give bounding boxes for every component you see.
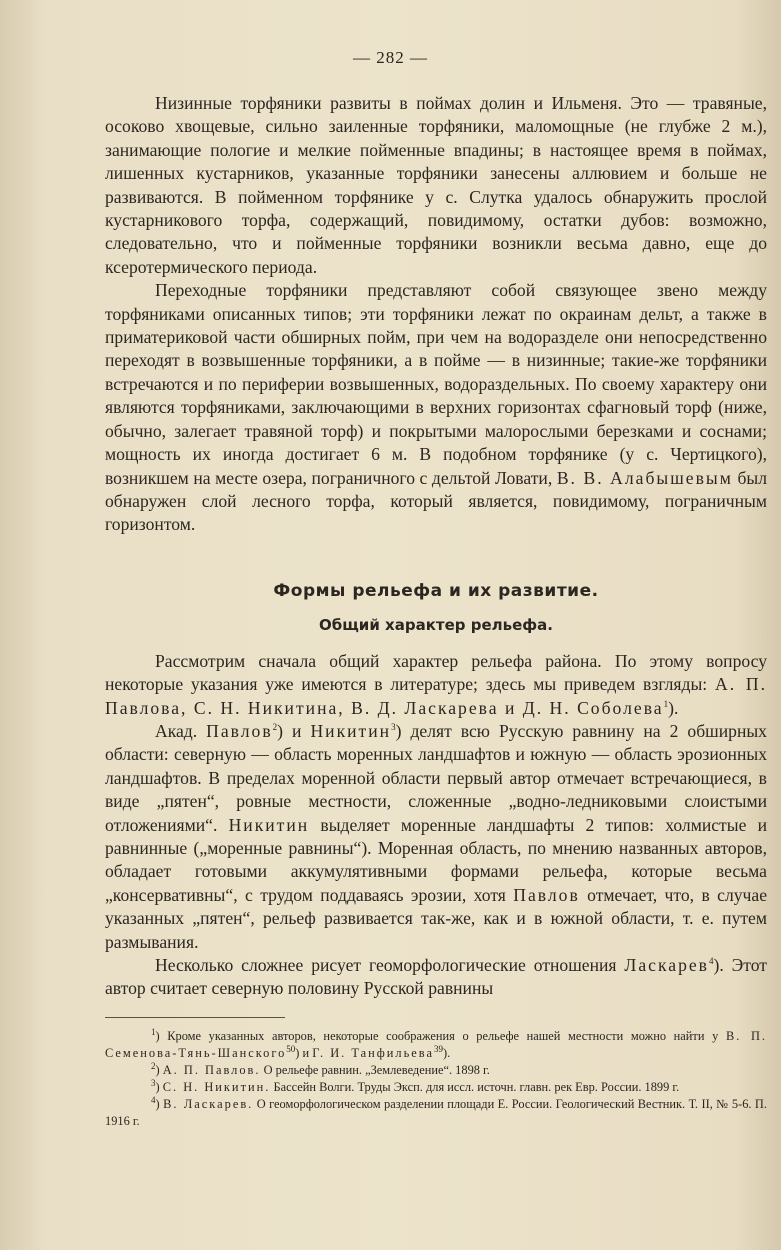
subsection-heading: Общий характер рельефа. — [319, 615, 553, 634]
footnote-ref: 4 — [708, 956, 714, 967]
paragraph-intro: Рассмотрим сначала общий характер рельефа района. По этому вопросу некоторые указания уже имеются в литературе; здесь мы приведем взгляды: А. П. Павлова, С. Н. Никитина, В. Д. Ласкарева и Д. Н. Соболева$^1$). — [105, 650, 768, 718]
paragraph-laskarev: Несколько сложнее рисует геоморфологические отношения Ласкарев$^4$). Этот автор считает северную половину Русской равнины — [105, 955, 767, 999]
footnote-3: $^3$) С. Н. Никитин. Бассейн Волги. Труды Эксп. для иссл. источн. главн. рек Евр. России. 1899 г. — [151, 1077, 680, 1094]
author-name: Павлов — [513, 884, 580, 905]
page-text — [105, 92, 767, 1130]
paragraph-transitional-peat: Переходные торфяники представляют собой связующее звено между торфяниками описанных типов; эти торфяники лежат по окраинам дельт, а также в приматериковой части обширных пойм, при чем на водоразделе они непосредственно переходят в возвышенные торфяники, а в пойме — в низинные; такие-же торфяники встречаются и по периферии возвышенных, водораздельных. По своему характеру они являются торфяниками, заключающими в верхних горизонтах сфагновый торф (ниже, обычно, залегает травяной торф) и покрытыми малорослыми березками и соснами; мощность их иногда достигает 6 м. В подобном торфянике (у с. Чертицкого), возникшем на месте озера, пограничного с дельтой Ловати, В. В. Алабышевым был обнаружен слой лесного торфа, который является, повидимому, пограничным горизонтом. — [105, 280, 767, 535]
footnote-1: $^1$) Кроме указанных авторов, некоторые соображения о рельефе нашей местности можно найти у В. П. Семенова-Тянь-Шанского$^{50}$) и Г. И. Танфильева$^{39}$). — [105, 1026, 767, 1060]
author-name: В. В. Алабышевым — [556, 467, 733, 488]
footnote-2: $^2$) А. П. Павлов. О рельефе равнин. „Землеведение“. 1898 г. — [151, 1060, 490, 1077]
footnote-ref: 2 — [272, 722, 278, 733]
section-heading: Формы рельефа и их развитие. — [273, 580, 599, 601]
author-name: Павлов — [206, 720, 273, 741]
paragraph-lowland-peat: Низинные торфяники развиты в поймах долин и Ильменя. Это — травяные, осоково хвощевые, сильно заиленные торфяники, маломощные (не глубже 2 м.), занимающие пологие и мелкие пойменные впадины; в настоящее время в поймах, лишенных кустарников, указанные торфяники занесены аллювием и больше не развиваются. В пойменном торфянике у с. Слутка удалось обнаружить прослой кустарникового торфа, содержащий, повидимому, остатки дубов: возможно, следовательно, что и пойменные торфяники возникли весьма давно, еще до ксеротермического периода. — [105, 93, 767, 277]
body-text — [105, 92, 767, 537]
author-name: Никитин — [310, 720, 392, 741]
footnote-ref: 3 — [391, 722, 396, 733]
paragraph-pavlov-nikitin: Акад. Павлов$^2$) и Никитин$^3$) делят всю Русскую равнину на 2 обширных области: северную — область моренных ландшафтов и южную — область эрозионных ландшафтов. В пределах моренной области первый автор отмечает встречающиеся, в виде „пятен“, ровные местности, сложенные „водно-ледниковыми слоистыми отложениями“. Никитин выделяет моренные ландшафты 2 типов: холмистые и равнинные („моренные равнины“). Моренная область, по мнению названных авторов, обладает готовыми аккумулятивными формами рельефа, которые весьма „консервативны“, с трудом поддаваясь эрозии, хотя Павлов отмечает, что, в случае указанных „пятен“, рельеф развивается так-же, как и в южной области, т. е. путем размывания. — [105, 720, 768, 952]
footnote-divider — [105, 1017, 285, 1018]
page-number: — 282 — — [353, 48, 428, 67]
footnote-ref: 1 — [663, 698, 669, 709]
footnotes — [105, 1028, 767, 1130]
author-name: Никитин — [228, 814, 310, 835]
body-text-relief — [105, 650, 767, 1001]
author-names: А. П. Павлова, С. Н. Никитина, В. Д. Ласкарева и Д. Н. Соболева — [105, 674, 768, 718]
footnote-4: $^4$) В. Ласкарев. О геоморфологическом разделении площади Е. России. Геологический Вестник. Т. II, № 5-6. П. 1916 г. — [105, 1094, 767, 1128]
author-name: Ласкарев — [624, 955, 709, 975]
